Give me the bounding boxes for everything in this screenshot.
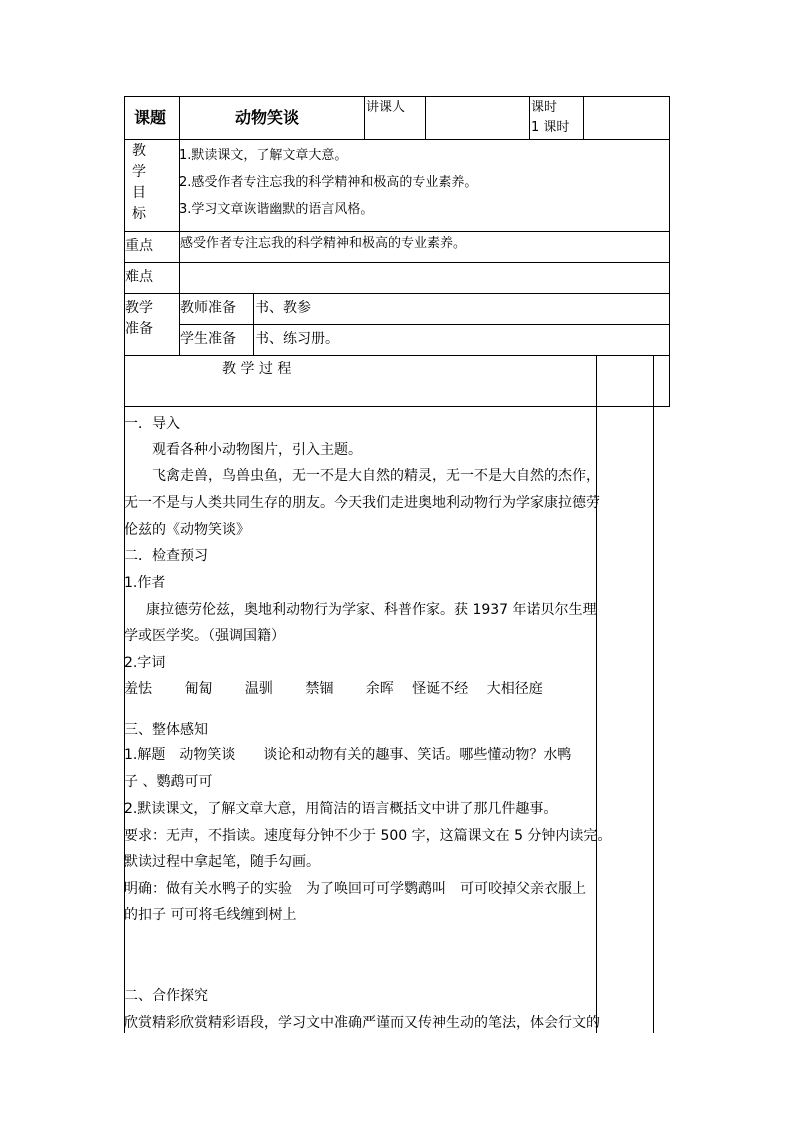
goal-item: 2.感受作者专注忘我的科学精神和极高的专业素养。 [179,175,478,190]
grid-line [124,262,670,263]
content-line: 观看各种小动物图片，引入主题。 [152,442,362,458]
grid-line [124,355,670,356]
grid-line [596,355,597,1033]
content-line: 飞禽走兽，鸟兽虫鱼，无一不是大自然的精灵，无一不是大自然的杰作， [152,468,600,484]
topic-label: 课题 [134,108,167,127]
content-line: 2.默读课文，了解文章大意，用简洁的语言概括文中讲了那几件趣事。 [124,801,558,817]
hours-label: 课时 [531,100,558,115]
content-line: 无一不是与人类共同生存的朋友。今天我们走进奥地利动物行为学家康拉德劳 [124,495,600,511]
grid-line [124,96,670,97]
topic-title: 动物笑谈 [235,108,300,127]
key-point-label: 重点 [125,238,153,254]
content-line: 伦兹的《动物笑谈》 [124,522,250,538]
content-line: 一．导入 [124,416,180,432]
goals-label-char: 标 [132,206,146,222]
content-line: 欣赏精彩欣赏精彩语段，学习文中准确严谨而又传神生动的笔法，体会行文的 [124,1015,600,1031]
goals-label-char: 目 [132,185,146,201]
grid-line [364,96,365,139]
content-line: 2.字词 [124,655,166,671]
grid-line [425,96,426,139]
teacher-prep-value: 书、教参 [255,300,311,316]
grid-line [179,96,180,139]
process-title: 教 学 过 程 [222,361,292,377]
difficulty-label: 难点 [125,269,153,285]
content-line: 康拉德劳伦兹，奥地利动物行为学家、科普作家。获 1937 年诺贝尔生理 [146,602,597,618]
grid-line [124,231,670,232]
student-prep-value: 书、练习册。 [255,331,339,347]
content-line: 羞怯 匍匐 温驯 禁锢 余晖 怪诞不经 大相径庭 [124,681,543,697]
goal-item: 1.默读课文，了解文章大意。 [179,148,348,163]
goals-label-char: 学 [132,164,146,180]
grid-line [583,96,584,139]
goal-item: 3.学习文章诙谐幽默的语言风格。 [179,202,374,217]
prep-label: 准备 [125,321,153,337]
teacher-prep-label: 教师准备 [180,300,236,316]
content-line: 1.作者 [124,575,166,591]
grid-line [124,406,670,407]
content-line: 二．检查预习 [124,548,208,564]
grid-line [653,355,654,1033]
lecturer-label: 讲课人 [366,100,406,115]
grid-line [669,96,670,406]
hours-value: 1 课时 [531,120,570,135]
grid-line [253,293,254,355]
key-point-text: 感受作者专注忘我的科学精神和极高的专业素养。 [180,236,467,251]
content-line: 二、合作探究 [124,988,208,1004]
grid-line [124,139,670,140]
content-line: 三、整体感知 [124,722,208,738]
content-line: 子 、鹦鹉可可 [124,774,213,790]
content-line: 要求：无声，不指读。速度每分钟不少于 500 字，这篇课文在 5 分钟内读完。 [124,828,612,844]
content-line: 的扣子 可可将毛线缠到树上 [124,907,297,923]
goals-label-char: 教 [132,143,146,159]
prep-label: 教学 [125,300,153,316]
content-line: 明确：做有关水鸭子的实验 为了唤回可可学鹦鹉叫 可可咬掉父亲衣服上 [124,881,586,897]
student-prep-label: 学生准备 [180,331,236,347]
content-line: 默读过程中拿起笔，随手勾画。 [124,854,320,870]
content-line: 学或医学奖。（强调国籍） [124,628,285,644]
grid-line [124,293,670,294]
content-line: 1.解题 动物笑谈 谈论和动物有关的趣事、笑话。哪些懂动物？水鸭 [124,747,572,763]
grid-line [529,96,530,139]
